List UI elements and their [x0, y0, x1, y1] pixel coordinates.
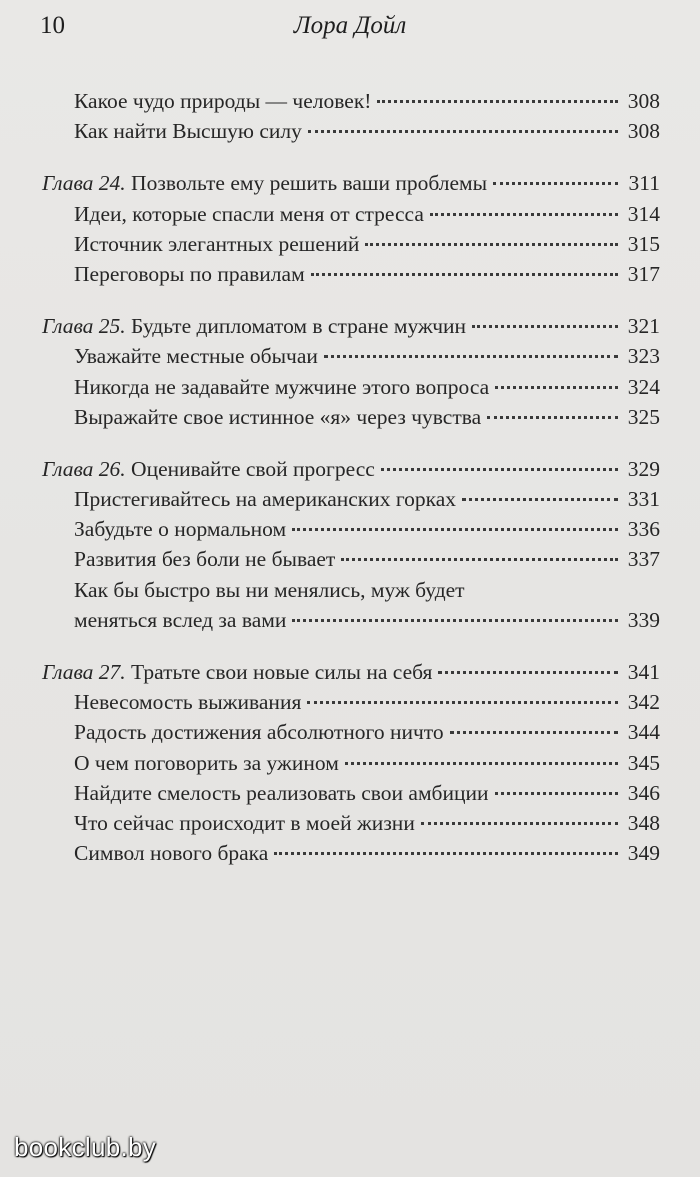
toc-entry-page: 331	[627, 487, 660, 512]
page-header	[40, 12, 660, 48]
toc-entry-page: 314	[627, 201, 660, 226]
toc-entry-multiline-second[interactable]	[0, 605, 700, 635]
toc-chapter-heading[interactable]	[0, 311, 700, 341]
toc-section-chapter-24	[0, 168, 700, 289]
chapter-page: 341	[627, 660, 660, 684]
leader-dots	[493, 182, 618, 185]
chapter-title: Оценивайте свой прогресс	[131, 456, 375, 481]
toc-entry-title: Радость достижения абсолютного ничто	[74, 720, 444, 745]
toc-entry[interactable]	[0, 514, 700, 544]
leader-dots	[487, 416, 618, 419]
running-head-author: Лора Дойл	[293, 12, 407, 39]
toc-entry-title: Невесомость выживания	[74, 690, 302, 715]
leader-dots	[438, 671, 618, 674]
toc-entry-page: 339	[627, 607, 660, 632]
table-of-contents	[0, 86, 700, 890]
toc-entry-title: Выражайте свое истинное «я» через чувства	[74, 404, 482, 429]
leader-dots	[292, 619, 618, 622]
toc-entry-title: Переговоры по правилам	[74, 261, 305, 286]
leader-dots	[430, 213, 618, 216]
toc-entry[interactable]	[0, 778, 700, 808]
toc-entry[interactable]	[0, 86, 700, 116]
leader-dots	[365, 243, 618, 246]
chapter-page: 311	[628, 171, 660, 196]
chapter-label: Глава 25.	[42, 314, 126, 339]
toc-entry-page: 308	[627, 89, 660, 113]
toc-entry[interactable]	[0, 544, 700, 574]
toc-entry-title: Забудьте о нормальном	[74, 517, 287, 542]
toc-entry-title: Развития без боли не бывает	[74, 547, 336, 572]
chapter-title: Тратьте свои новые силы на себя	[131, 660, 433, 684]
toc-entry-title: Символ нового брака	[74, 841, 269, 866]
toc-entry-page: 344	[627, 720, 660, 745]
chapter-title: Будьте дипломатом в стране мужчин	[131, 314, 467, 339]
toc-entry-page: 345	[627, 750, 660, 775]
toc-entry-title: Какое чудо природы — человек!	[74, 89, 372, 113]
watermark: bookclub.by	[14, 1132, 157, 1162]
page-number: 10	[40, 12, 65, 39]
toc-entry-page: 346	[627, 780, 660, 805]
toc-entry[interactable]	[0, 484, 700, 514]
toc-entry[interactable]	[0, 259, 700, 289]
toc-entry[interactable]	[0, 808, 700, 838]
toc-entry-page: 315	[627, 231, 660, 256]
toc-entry[interactable]	[0, 687, 700, 717]
toc-section-chapter-27	[0, 657, 700, 868]
leader-dots	[495, 386, 618, 389]
chapter-label: Глава 26.	[42, 456, 126, 481]
leader-dots	[324, 355, 618, 358]
toc-entry-title: Что сейчас происходит в моей жизни	[74, 810, 415, 835]
toc-entry-title: Уважайте местные обычаи	[74, 344, 318, 369]
toc-entry-page: 348	[627, 810, 660, 835]
leader-dots	[311, 273, 618, 276]
toc-entry-page: 324	[627, 374, 660, 399]
chapter-label: Глава 24.	[42, 171, 126, 196]
leader-dots	[341, 558, 618, 561]
toc-entry[interactable]	[0, 838, 700, 868]
leader-dots	[381, 468, 618, 471]
toc-section-intro	[0, 86, 700, 146]
leader-dots	[292, 528, 618, 531]
toc-entry-multiline-first[interactable]	[0, 575, 700, 605]
toc-entry[interactable]	[0, 229, 700, 259]
toc-entry-title: Как бы быстро вы ни менялись, муж будет	[74, 577, 465, 602]
toc-entry[interactable]	[0, 402, 700, 432]
toc-entry-page: 325	[627, 404, 660, 429]
leader-dots	[308, 130, 618, 133]
toc-entry-title: Идеи, которые спасли меня от стресса	[74, 201, 424, 226]
leader-dots	[307, 701, 618, 704]
chapter-label: Глава 27.	[42, 660, 126, 684]
leader-dots	[462, 498, 618, 501]
toc-entry-page: 317	[627, 261, 660, 286]
leader-dots	[472, 325, 618, 328]
toc-entry-title: Как найти Высшую силу	[74, 119, 302, 144]
toc-entry-page: 349	[627, 841, 660, 866]
toc-chapter-heading[interactable]	[0, 657, 700, 687]
toc-entry-title: Источник элегантных решений	[74, 231, 360, 256]
toc-entry-page: 342	[627, 690, 660, 715]
toc-section-chapter-25	[0, 311, 700, 432]
chapter-page: 329	[627, 456, 660, 481]
toc-entry-title: Никогда не задавайте мужчине этого вопроса	[74, 374, 490, 399]
toc-entry-page: 336	[627, 517, 660, 542]
chapter-title: Позвольте ему решить ваши проблемы	[131, 171, 488, 196]
toc-section-chapter-26	[0, 454, 700, 635]
leader-dots	[421, 822, 618, 825]
toc-chapter-heading[interactable]	[0, 454, 700, 484]
leader-dots	[377, 100, 618, 103]
toc-entry-title: Найдите смелость реализовать свои амбиции	[74, 780, 489, 805]
leader-dots	[450, 731, 618, 734]
leader-dots	[345, 762, 618, 765]
leader-dots	[274, 852, 618, 855]
toc-entry[interactable]	[0, 717, 700, 747]
toc-entry-page: 337	[627, 547, 660, 572]
toc-entry-title-continuation: меняться вслед за вами	[74, 607, 287, 632]
toc-entry-title: О чем поговорить за ужином	[74, 750, 339, 775]
toc-entry-title: Пристегивайтесь на американских горках	[74, 487, 457, 512]
leader-dots	[495, 792, 618, 795]
chapter-page: 321	[627, 314, 660, 339]
toc-entry[interactable]	[0, 748, 700, 778]
toc-chapter-heading[interactable]	[0, 168, 700, 198]
toc-entry[interactable]	[0, 116, 700, 146]
toc-entry-page: 308	[627, 119, 660, 144]
toc-entry[interactable]	[0, 372, 700, 402]
toc-entry-page: 323	[627, 344, 660, 369]
toc-entry[interactable]	[0, 199, 700, 229]
toc-entry[interactable]	[0, 341, 700, 371]
